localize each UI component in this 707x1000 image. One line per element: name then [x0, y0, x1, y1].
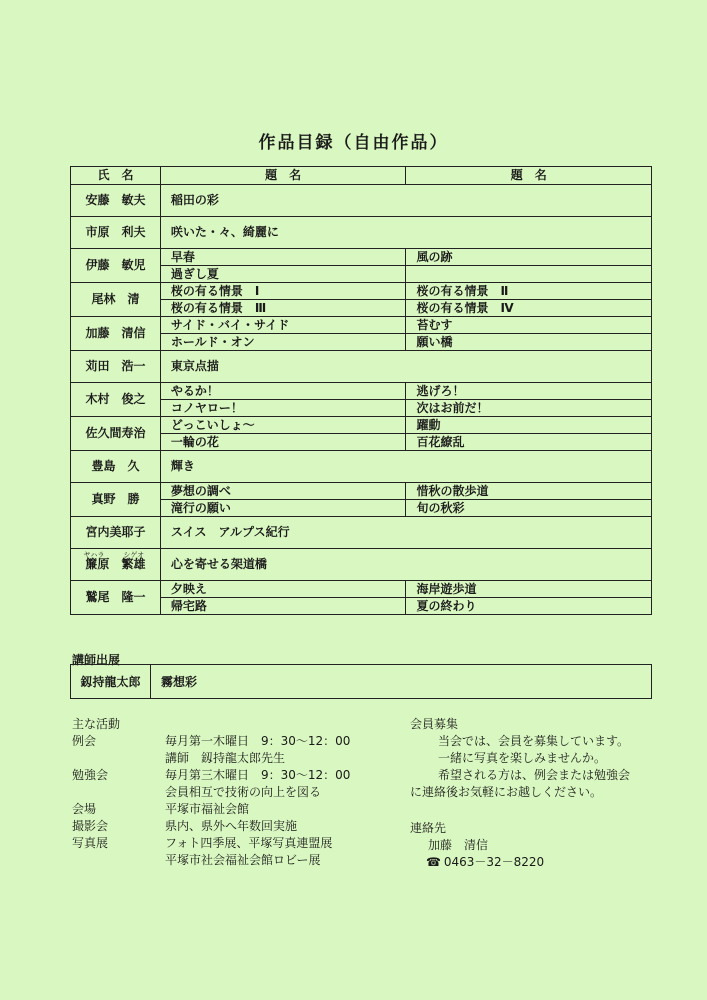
activity-item [72, 818, 350, 835]
author-name: 市原 利夫 [71, 217, 161, 249]
activity-line: 会員相互で技術の向上を図る [165, 785, 322, 799]
author-name: 木村 俊之 [71, 383, 161, 417]
work-title: コノヤロー！ [160, 400, 406, 417]
activity-key: 例会 [72, 734, 97, 748]
activity-line: 県内、県外へ年数回実施 [165, 819, 298, 833]
author-name: 佐久間寿治 [71, 417, 161, 451]
table-row [71, 451, 652, 483]
contact-name: 加藤 清信 [428, 838, 489, 852]
table-header-row [71, 167, 652, 185]
work-title [406, 266, 652, 283]
activity-line: 毎月第一木曜日 9：30～12：00 [165, 734, 351, 748]
recruit-heading: 会員募集 [410, 717, 459, 731]
author-name: 真野 勝 [71, 483, 161, 517]
recruit-line: に連絡後お気軽にお越しください。 [410, 785, 603, 799]
work-title: スイス アルプス紀行 [160, 517, 651, 549]
work-title: サイド・バイ・サイド [160, 317, 406, 334]
contact-phone: 0463－32－8220 [443, 855, 545, 869]
activity-line: フォト四季展、平塚写真連盟展 [165, 836, 333, 850]
table-row [71, 217, 652, 249]
contact-phone-row [410, 854, 544, 871]
table-row [71, 283, 652, 300]
author-name: 加藤 清信 [71, 317, 161, 351]
work-title: 願い橋 [406, 334, 652, 351]
work-title: 輝き [160, 451, 651, 483]
author-name: 尾林 清 [71, 283, 161, 317]
author-name: 鷲尾 隆一 [71, 581, 161, 615]
table-row [71, 483, 652, 500]
activity-item [72, 835, 350, 852]
work-title: 一輪の花 [160, 434, 406, 451]
header-title-1: 題 名 [160, 167, 406, 185]
recruit-line: 当会では、会員を募集しています。 [438, 734, 630, 748]
work-title: 次はお前だ！ [406, 400, 652, 417]
work-title: 咲いた・々、綺麗に [160, 217, 651, 249]
ruby-text: ヤハラ [83, 551, 105, 559]
page-title: 作品目録（自由作品） [258, 133, 449, 153]
author-name: 安藤 敏夫 [71, 185, 161, 217]
activity-key: 写真展 [72, 836, 109, 850]
work-title: 惜秋の散歩道 [406, 483, 652, 500]
author-name: 伊藤 敏児 [71, 249, 161, 283]
work-title: 東京点描 [160, 351, 651, 383]
table-row [71, 549, 652, 581]
work-title: 早春 [160, 249, 406, 266]
activity-item [72, 767, 350, 784]
table-row [71, 665, 652, 699]
table-row [71, 417, 652, 434]
activity-item [72, 733, 350, 750]
lecturer-section-label: 講師出展 [72, 653, 121, 667]
table-row [71, 383, 652, 400]
activity-line: 毎月第三木曜日 9：30～12：00 [165, 768, 351, 782]
work-title: どっこいしょ～ [160, 417, 406, 434]
work-title: 夕映え [160, 581, 406, 598]
work-title: 桜の有る情景 Ⅳ [406, 300, 652, 317]
works-table [70, 166, 652, 615]
recruit-line: 一緒に写真を楽しみませんか。 [438, 751, 607, 765]
work-title: 桜の有る情景 Ⅲ [160, 300, 406, 317]
work-title: 夢想の調べ [160, 483, 406, 500]
activity-item [72, 750, 350, 767]
work-title: 滝行の願い [160, 500, 406, 517]
activity-key: 撮影会 [72, 819, 109, 833]
phone-icon: ☎ [426, 855, 441, 869]
work-title: 心を寄せる架道橋 [160, 549, 651, 581]
ruby-text: シゲオ [123, 551, 145, 559]
contact-section [410, 820, 544, 871]
activity-line: 講師 釼持龍太郎先生 [165, 751, 286, 765]
header-title-2: 題 名 [406, 167, 652, 185]
activity-line: 平塚市社会福祉会館ロビー展 [165, 853, 321, 867]
author-name: ヤハラ 簾原 シゲオ 繁雄 [71, 549, 161, 581]
lecturer-table [70, 664, 652, 699]
work-title: 逃げろ！ [406, 383, 652, 400]
lecturer-name: 釼持龍太郎 [71, 665, 151, 699]
recruit-line: 希望される方は、例会または勉強会 [438, 768, 631, 782]
recruit-section [410, 716, 630, 801]
table-row [71, 351, 652, 383]
work-title: やるか！ [160, 383, 406, 400]
author-name: 豊島 久 [71, 451, 161, 483]
work-title: 桜の有る情景 Ⅰ [160, 283, 406, 300]
work-title: 躍動 [406, 417, 652, 434]
work-title: 夏の終わり [406, 598, 652, 615]
activity-key: 勉強会 [72, 768, 109, 782]
activity-item [72, 784, 350, 801]
work-title: ホールド・オン [160, 334, 406, 351]
work-title: 苔むす [406, 317, 652, 334]
work-title: 海岸遊歩道 [406, 581, 652, 598]
work-title: 過ぎし夏 [160, 266, 406, 283]
activity-line: 平塚市福祉会館 [165, 802, 250, 816]
work-title: 旬の秋彩 [406, 500, 652, 517]
table-row [71, 185, 652, 217]
author-name: 宮内美耶子 [71, 517, 161, 549]
activity-item [72, 801, 350, 818]
work-title: 帰宅路 [160, 598, 406, 615]
work-title: 桜の有る情景 Ⅱ [406, 283, 652, 300]
contact-heading: 連絡先 [410, 821, 447, 835]
lecturer-work-title: 霧想彩 [151, 665, 652, 699]
table-row [71, 517, 652, 549]
activity-item [72, 852, 350, 869]
work-title: 百花繚乱 [406, 434, 652, 451]
activities-section [72, 716, 350, 869]
work-title: 風の跡 [406, 249, 652, 266]
activity-key: 会場 [72, 802, 97, 816]
header-name: 氏 名 [71, 167, 161, 185]
table-row [71, 249, 652, 266]
work-title: 稲田の彩 [160, 185, 651, 217]
author-name: 苅田 浩一 [71, 351, 161, 383]
table-row [71, 581, 652, 598]
table-row [71, 317, 652, 334]
activities-heading: 主な活動 [72, 717, 121, 731]
